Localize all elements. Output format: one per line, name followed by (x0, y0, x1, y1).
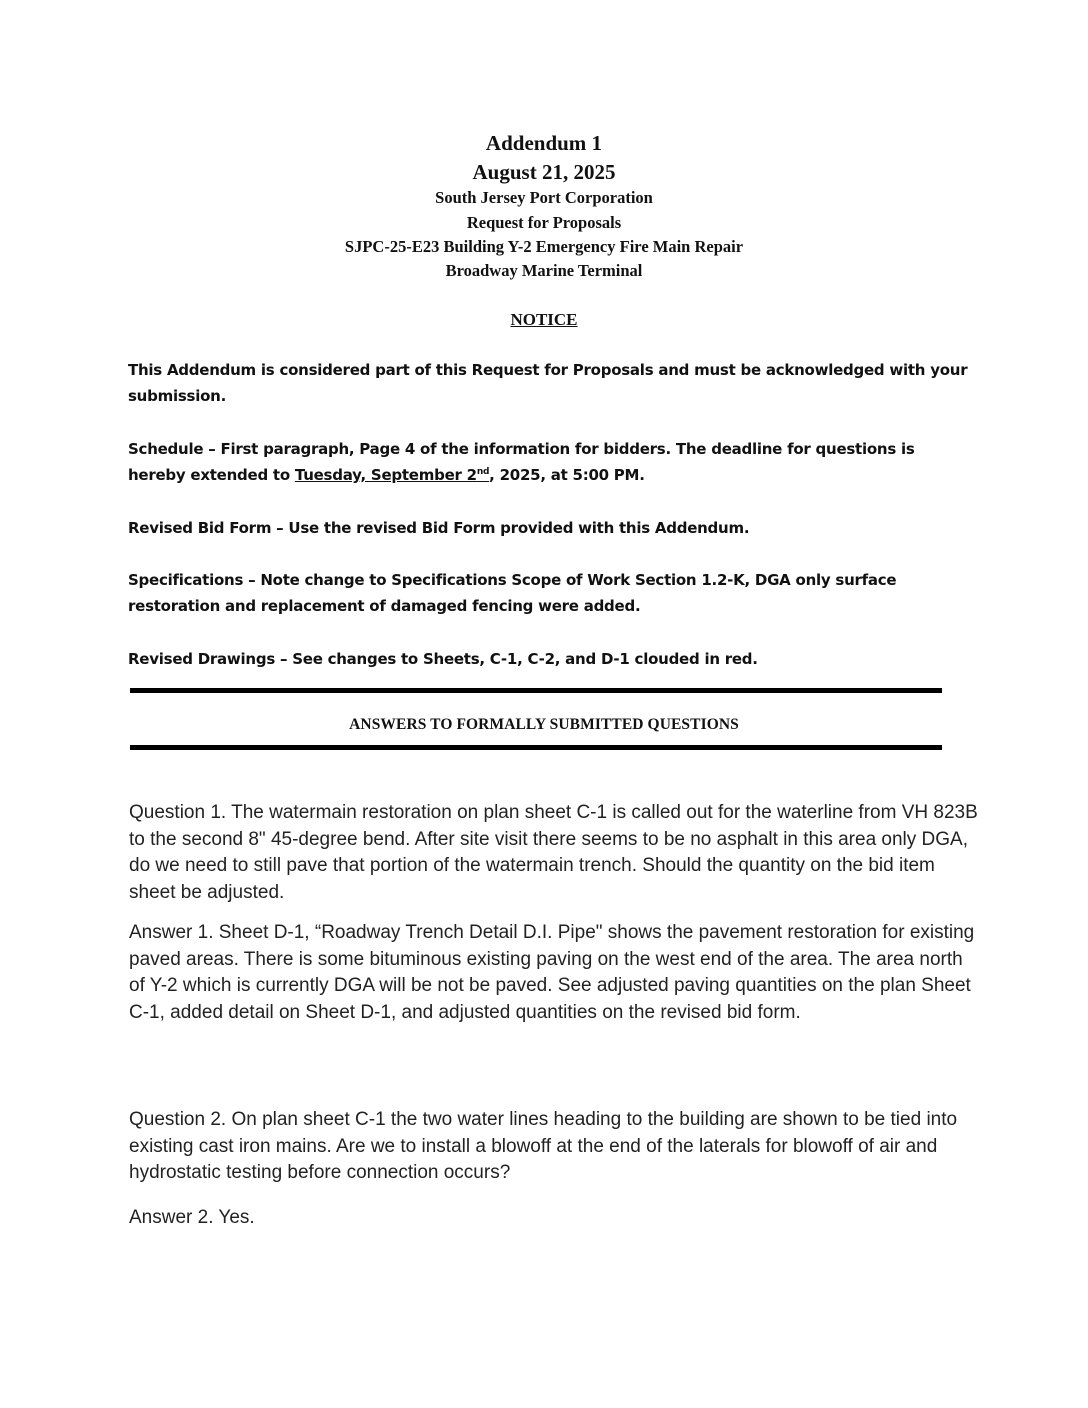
answers-section-heading: ANSWERS TO FORMALLY SUBMITTED QUESTIONS (349, 716, 739, 733)
notice-heading: NOTICE (510, 310, 578, 329)
revised-drawings-paragraph: Revised Drawings – See changes to Sheets, C-1, C-2, and D-1 clouded in red. (128, 650, 758, 668)
question-2: Question 2. On plan sheet C-1 the two water lines heading to the building are shown to be tied into existing cast iron mains. Are we to install a blowoff at the end of the laterals for blowoff of air and hydrostatic testing before connection occurs? (129, 1109, 958, 1183)
schedule-time: , 2025, at 5:00 PM. (489, 466, 645, 484)
specifications-paragraph: Specifications – Note change to Specifications Scope of Work Section 1.2-K, DGA only surface restoration and replacement of damaged fencing were added. (128, 571, 897, 615)
addendum-date: August 21, 2025 (472, 160, 616, 184)
answer-2: Answer 2. Yes. (129, 1207, 255, 1228)
schedule-text: Schedule – First paragraph, Page 4 of the information for bidders. The deadline for questions is hereby extended to (128, 440, 915, 484)
project-location: Broadway Marine Terminal (445, 261, 643, 280)
answer-1: Answer 1. Sheet D-1, “Roadway Trench Detail D.I. Pipe" shows the pavement restoration for existing paved areas. There is some bituminous existing paving on the west end of the area. The area north of Y-2 which is currently DGA will be not be paved. See adjusted paving quantities on the plan Sheet C-1, added detail on Sheet D-1, and adjusted quantities on the revised bid form. (129, 922, 975, 1023)
question-1: Question 1. The watermain restoration on plan sheet C-1 is called out for the waterline from VH 823B to the second 8" 45-degree bend. After site visit there seems to be no asphalt in this area only DGA, do we need to still pave that portion of the watermain trench. Should the quantity on the bid item sheet be adjusted. (129, 802, 978, 903)
project-title: SJPC-25-E23 Building Y-2 Emergency Fire Main Repair (344, 237, 744, 256)
schedule-paragraph (128, 436, 968, 488)
revised-bid-form-paragraph: Revised Bid Form – Use the revised Bid Form provided with this Addendum. (128, 519, 750, 537)
document-type: Request for Proposals (466, 213, 622, 232)
organization-name: South Jersey Port Corporation (435, 188, 653, 207)
top-divider-bar (130, 688, 942, 693)
notice-intro-paragraph: This Addendum is considered part of this Request for Proposals and must be acknowledged with your submission. (128, 361, 968, 405)
schedule-deadline-date: Tuesday, September 2nd (294, 466, 490, 484)
addendum-title: Addendum 1 (485, 131, 603, 155)
bottom-divider-bar (130, 745, 942, 750)
